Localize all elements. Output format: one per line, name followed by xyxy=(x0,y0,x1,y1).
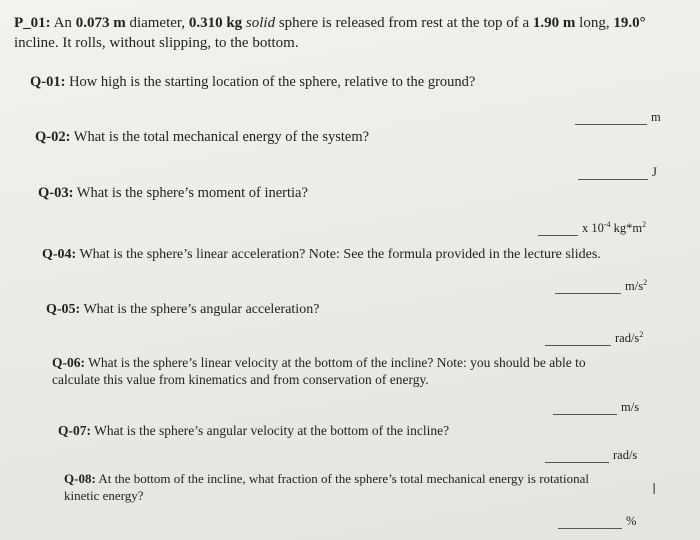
text-cursor-icon: I xyxy=(652,480,657,498)
question-id: Q-01: xyxy=(30,74,66,90)
answer-unit: x $10^{-4}$ $kg*m^2$ xyxy=(582,220,647,236)
question-text: What is the sphere’s linear velocity at the bottom of the incline? Note: you should be able to xyxy=(85,355,586,370)
problem-statement xyxy=(14,13,646,53)
answer-2 xyxy=(578,165,657,180)
answer-blank[interactable] xyxy=(578,167,648,180)
problem-text: sphere is released from rest at the top of a xyxy=(275,15,533,31)
answer-blank[interactable] xyxy=(575,112,647,125)
question-line-1 xyxy=(52,354,586,371)
question-text: What is the sphere’s moment of inertia? xyxy=(73,185,308,201)
answer-1 xyxy=(575,110,661,125)
question-6 xyxy=(52,354,586,388)
question-id: Q-06: xyxy=(52,355,85,370)
question-text: At the bottom of the incline, what fraction of the sphere’s total mechanical energy is rotational xyxy=(95,471,590,486)
question-text: What is the sphere’s linear acceleration? Note: See the formula provided in the lecture slides. xyxy=(76,247,601,262)
problem-text: diameter, xyxy=(125,15,189,31)
question-4 xyxy=(42,245,601,264)
answer-blank[interactable] xyxy=(553,402,617,415)
question-text: What is the sphere’s angular acceleration? xyxy=(80,302,320,317)
problem-text: long, xyxy=(575,15,614,31)
solid-word: solid xyxy=(245,15,276,31)
sphere-diameter: 0.073 m xyxy=(75,15,126,31)
question-text: What is the total mechanical energy of the system? xyxy=(70,129,370,145)
question-id: Q-03: xyxy=(38,185,74,201)
question-text: How high is the starting location of the sphere, relative to the ground? xyxy=(65,74,476,90)
answer-unit: rad/s xyxy=(613,448,638,462)
problem-text: An xyxy=(50,15,76,31)
answer-unit: J xyxy=(652,165,657,179)
answer-6 xyxy=(553,400,639,415)
answer-blank[interactable] xyxy=(555,281,621,294)
question-line-2: kinetic energy? xyxy=(64,488,144,503)
question-id: Q-02: xyxy=(35,129,71,145)
question-8 xyxy=(64,470,589,504)
question-id: Q-07: xyxy=(58,423,91,438)
answer-blank[interactable] xyxy=(545,333,611,346)
answer-blank[interactable] xyxy=(538,223,578,236)
answer-unit: m xyxy=(651,110,661,124)
answer-blank[interactable] xyxy=(545,450,609,463)
question-line-2: calculate this value from kinematics and from conservation of energy. xyxy=(52,372,429,387)
problem-id: P_01: xyxy=(14,15,51,31)
answer-5 xyxy=(545,330,643,346)
question-id: Q-08: xyxy=(64,471,96,486)
answer-unit: % xyxy=(626,514,637,528)
question-line-1 xyxy=(64,470,589,487)
incline-angle: 19.0° xyxy=(613,15,646,31)
answer-3 xyxy=(538,220,646,236)
answer-unit: $m/s^2$ xyxy=(625,278,648,294)
question-2 xyxy=(35,128,369,147)
answer-unit: m/s xyxy=(621,400,640,414)
question-5 xyxy=(46,300,319,319)
sphere-mass: 0.310 kg xyxy=(188,15,243,31)
question-id: Q-05: xyxy=(46,302,81,317)
question-text: What is the sphere’s angular velocity at the bottom of the incline? xyxy=(91,423,450,438)
question-7 xyxy=(58,421,449,440)
question-id: Q-04: xyxy=(42,247,77,262)
question-3 xyxy=(38,184,308,203)
answer-blank[interactable] xyxy=(558,516,622,529)
problem-line-1 xyxy=(14,13,646,33)
question-1 xyxy=(30,73,475,92)
incline-length: 1.90 m xyxy=(532,15,576,31)
answer-4 xyxy=(555,278,647,294)
answer-unit: rad/$s^2$ xyxy=(615,330,644,346)
problem-line-2: incline. It rolls, without slipping, to the bottom. xyxy=(14,35,299,51)
answer-8 xyxy=(558,514,636,529)
answer-7 xyxy=(545,448,637,463)
